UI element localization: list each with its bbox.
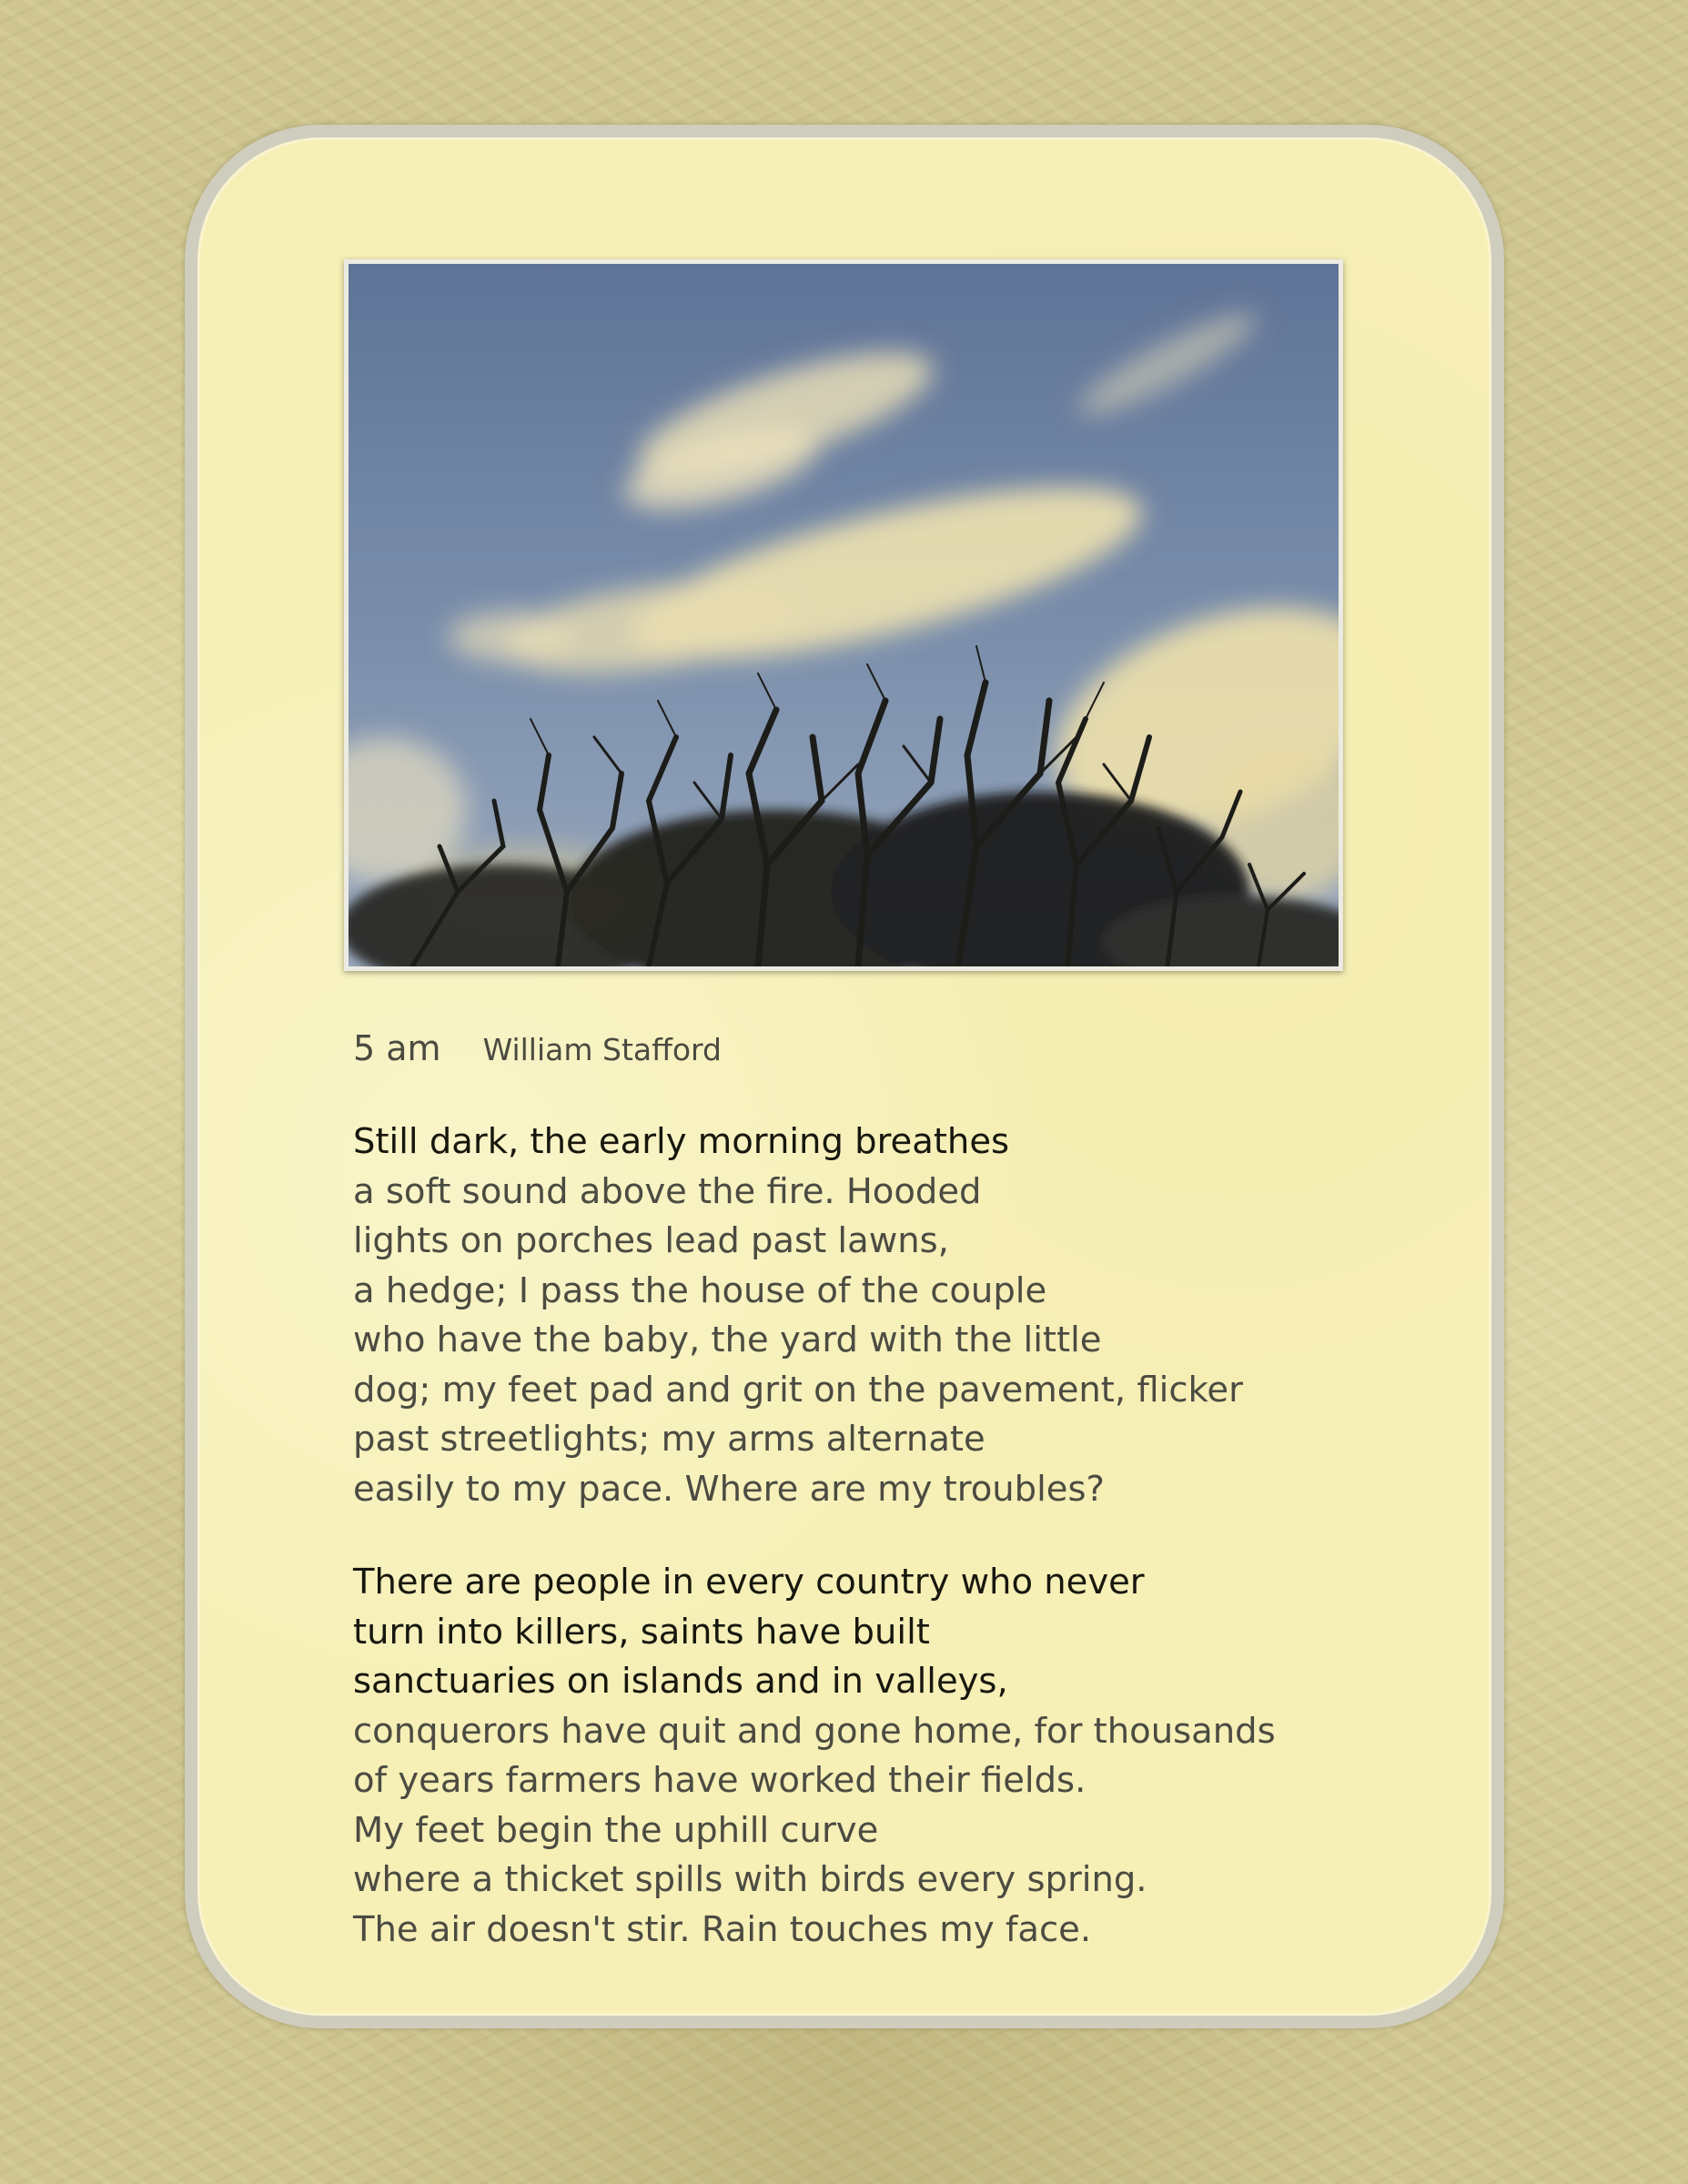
sky-photo [344,259,1343,971]
poem-line: who have the baby, the yard with the little [353,1320,1102,1360]
poem-line: sanctuaries on islands and in valleys, [353,1661,1008,1702]
poem-author: William Stafford [482,1032,722,1067]
poem-line: The air doesn't stir. Rain touches my face. [353,1908,1092,1950]
poem-line: of years farmers have worked their fields. [353,1760,1087,1801]
poem-line: lights on porches lead past lawns, [353,1220,949,1261]
poem-line: conquerors have quit and gone home, for thousands [353,1710,1276,1752]
sky-trees-image [349,264,1339,966]
stanza-2 [353,1558,1276,1955]
stanza-1 [353,1117,1243,1514]
poem-line: turn into killers, saints have built [353,1611,930,1653]
poem-title: 5 am [353,1028,441,1068]
poem-line: dog; my feet pad and grit on the pavement, flicker [353,1369,1243,1410]
poem-line: a soft sound above the fire. Hooded [353,1170,982,1212]
poem-line: There are people in every country who never [353,1562,1145,1603]
poem-line: where a thicket spills with birds every spring. [353,1859,1147,1900]
poem-line: My feet begin the uphill curve [353,1809,879,1851]
poem-line: easily to my pace. Where are my troubles? [353,1468,1105,1510]
poem-line: a hedge; I pass the house of the couple [353,1269,1047,1311]
poem-heading [353,1028,722,1083]
poem-line: past streetlights; my arms alternate [353,1419,986,1460]
poem-line: Still dark, the early morning breathes [353,1121,1010,1162]
